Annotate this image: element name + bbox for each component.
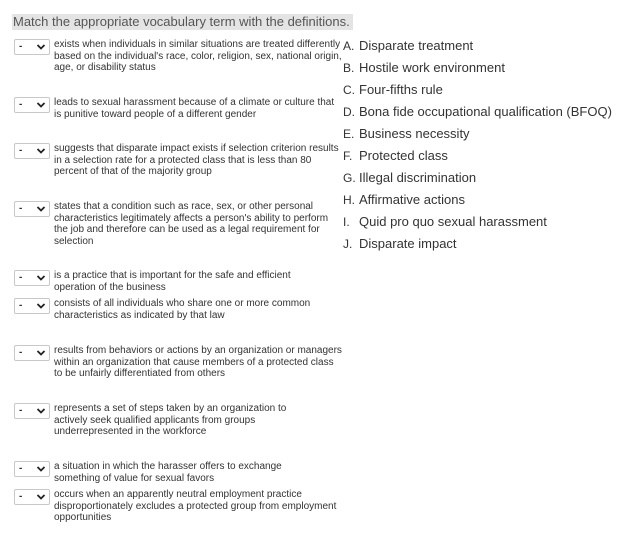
answer-select-5[interactable]: [14, 270, 50, 286]
answer-choice-f: [343, 148, 448, 164]
chevron-down-icon: [36, 274, 46, 282]
answer-term: Quid pro quo sexual harassment: [359, 214, 547, 229]
answer-letter: E.: [343, 127, 355, 141]
chevron-down-icon: [36, 43, 46, 51]
chevron-down-icon: [36, 302, 46, 310]
select-value: -: [19, 41, 23, 52]
select-value: -: [19, 145, 23, 156]
answer-choice-d: [343, 104, 612, 120]
answer-letter: H.: [343, 193, 355, 207]
answer-term: Hostile work environment: [359, 60, 505, 75]
select-value: -: [19, 491, 23, 502]
answer-choice-a: [343, 38, 473, 54]
answer-term: Affirmative actions: [359, 192, 465, 207]
question-text-5: is a practice that is important for the safe and efficient operation of the business: [54, 270, 291, 293]
select-value: -: [19, 405, 23, 416]
chevron-down-icon: [36, 493, 46, 501]
answer-select-2[interactable]: [14, 97, 50, 113]
answer-term: Four-fifths rule: [359, 82, 443, 97]
chevron-down-icon: [36, 465, 46, 473]
answer-select-4[interactable]: [14, 201, 50, 217]
answer-term: Business necessity: [359, 126, 470, 141]
question-text-6: consists of all individuals who share one or more common characteristics as indicated by that law: [54, 298, 311, 321]
question-text-9: a situation in which the harasser offers to exchange something of value for sexual favors: [54, 461, 282, 484]
question-text-3: suggests that disparate impact exists if selection criterion results in a selection rate for a protected class that is less than 80 percent of that of the majority group: [54, 143, 339, 177]
question-text-10: occurs when an apparently neutral employment practice disproportionately excludes a protected group from employment opportunities: [54, 489, 337, 523]
answer-choice-h: [343, 192, 465, 208]
answer-select-7[interactable]: [14, 345, 50, 361]
select-value: -: [19, 272, 23, 283]
answer-term: Disparate treatment: [359, 38, 474, 53]
answer-choice-j: [343, 236, 457, 252]
question-text-1: exists when individuals in similar situations are treated differently based on the individual's race, color, religion, sex, national origin, age, or disability status: [54, 39, 342, 73]
answer-letter: C.: [343, 83, 355, 97]
answer-letter: D.: [343, 105, 355, 119]
select-value: -: [19, 347, 23, 358]
answer-letter: F.: [343, 149, 353, 163]
answer-choice-i: [343, 214, 547, 230]
answer-term: Protected class: [359, 148, 448, 163]
select-value: -: [19, 463, 23, 474]
answer-letter: G.: [343, 171, 356, 185]
answer-choice-g: [343, 170, 476, 186]
question-text-8: represents a set of steps taken by an organization to actively seek qualified applicants from groups underrepresented in the workforce: [54, 403, 287, 437]
question-text-7: results from behaviors or actions by an organization or managers within an organization that cause members of a protected class to be unfairly differentiated from others: [54, 345, 342, 379]
answer-choice-e: [343, 126, 470, 142]
answer-select-8[interactable]: [14, 403, 50, 419]
answer-select-6[interactable]: [14, 298, 50, 314]
answer-term: Illegal discrimination: [359, 170, 477, 185]
answer-choice-c: [343, 82, 443, 98]
chevron-down-icon: [36, 407, 46, 415]
answer-term: Bona fide occupational qualification (BFOQ): [359, 104, 612, 119]
answer-choice-b: [343, 60, 505, 76]
answer-select-9[interactable]: [14, 461, 50, 477]
chevron-down-icon: [36, 101, 46, 109]
answer-select-3[interactable]: [14, 143, 50, 159]
chevron-down-icon: [36, 147, 46, 155]
select-value: -: [19, 99, 23, 110]
chevron-down-icon: [36, 205, 46, 213]
question-text-2: leads to sexual harassment because of a climate or culture that is punitive toward people of a different gender: [54, 97, 335, 120]
select-value: -: [19, 203, 23, 214]
instructions-text: Match the appropriate vocabulary term with the definitions.: [12, 14, 353, 30]
answer-letter: I.: [343, 215, 350, 229]
answer-letter: J.: [343, 237, 353, 251]
answer-select-1[interactable]: [14, 39, 50, 55]
chevron-down-icon: [36, 349, 46, 357]
question-text-4: states that a condition such as race, sex, or other personal characteristics legitimately affects a person's ability to perform the job and therefore can be used as a legal requirement for selection: [54, 201, 329, 247]
select-value: -: [19, 300, 23, 311]
answer-letter: B.: [343, 61, 355, 75]
answer-term: Disparate impact: [359, 236, 457, 251]
answer-letter: A.: [343, 39, 355, 53]
answer-select-10[interactable]: [14, 489, 50, 505]
